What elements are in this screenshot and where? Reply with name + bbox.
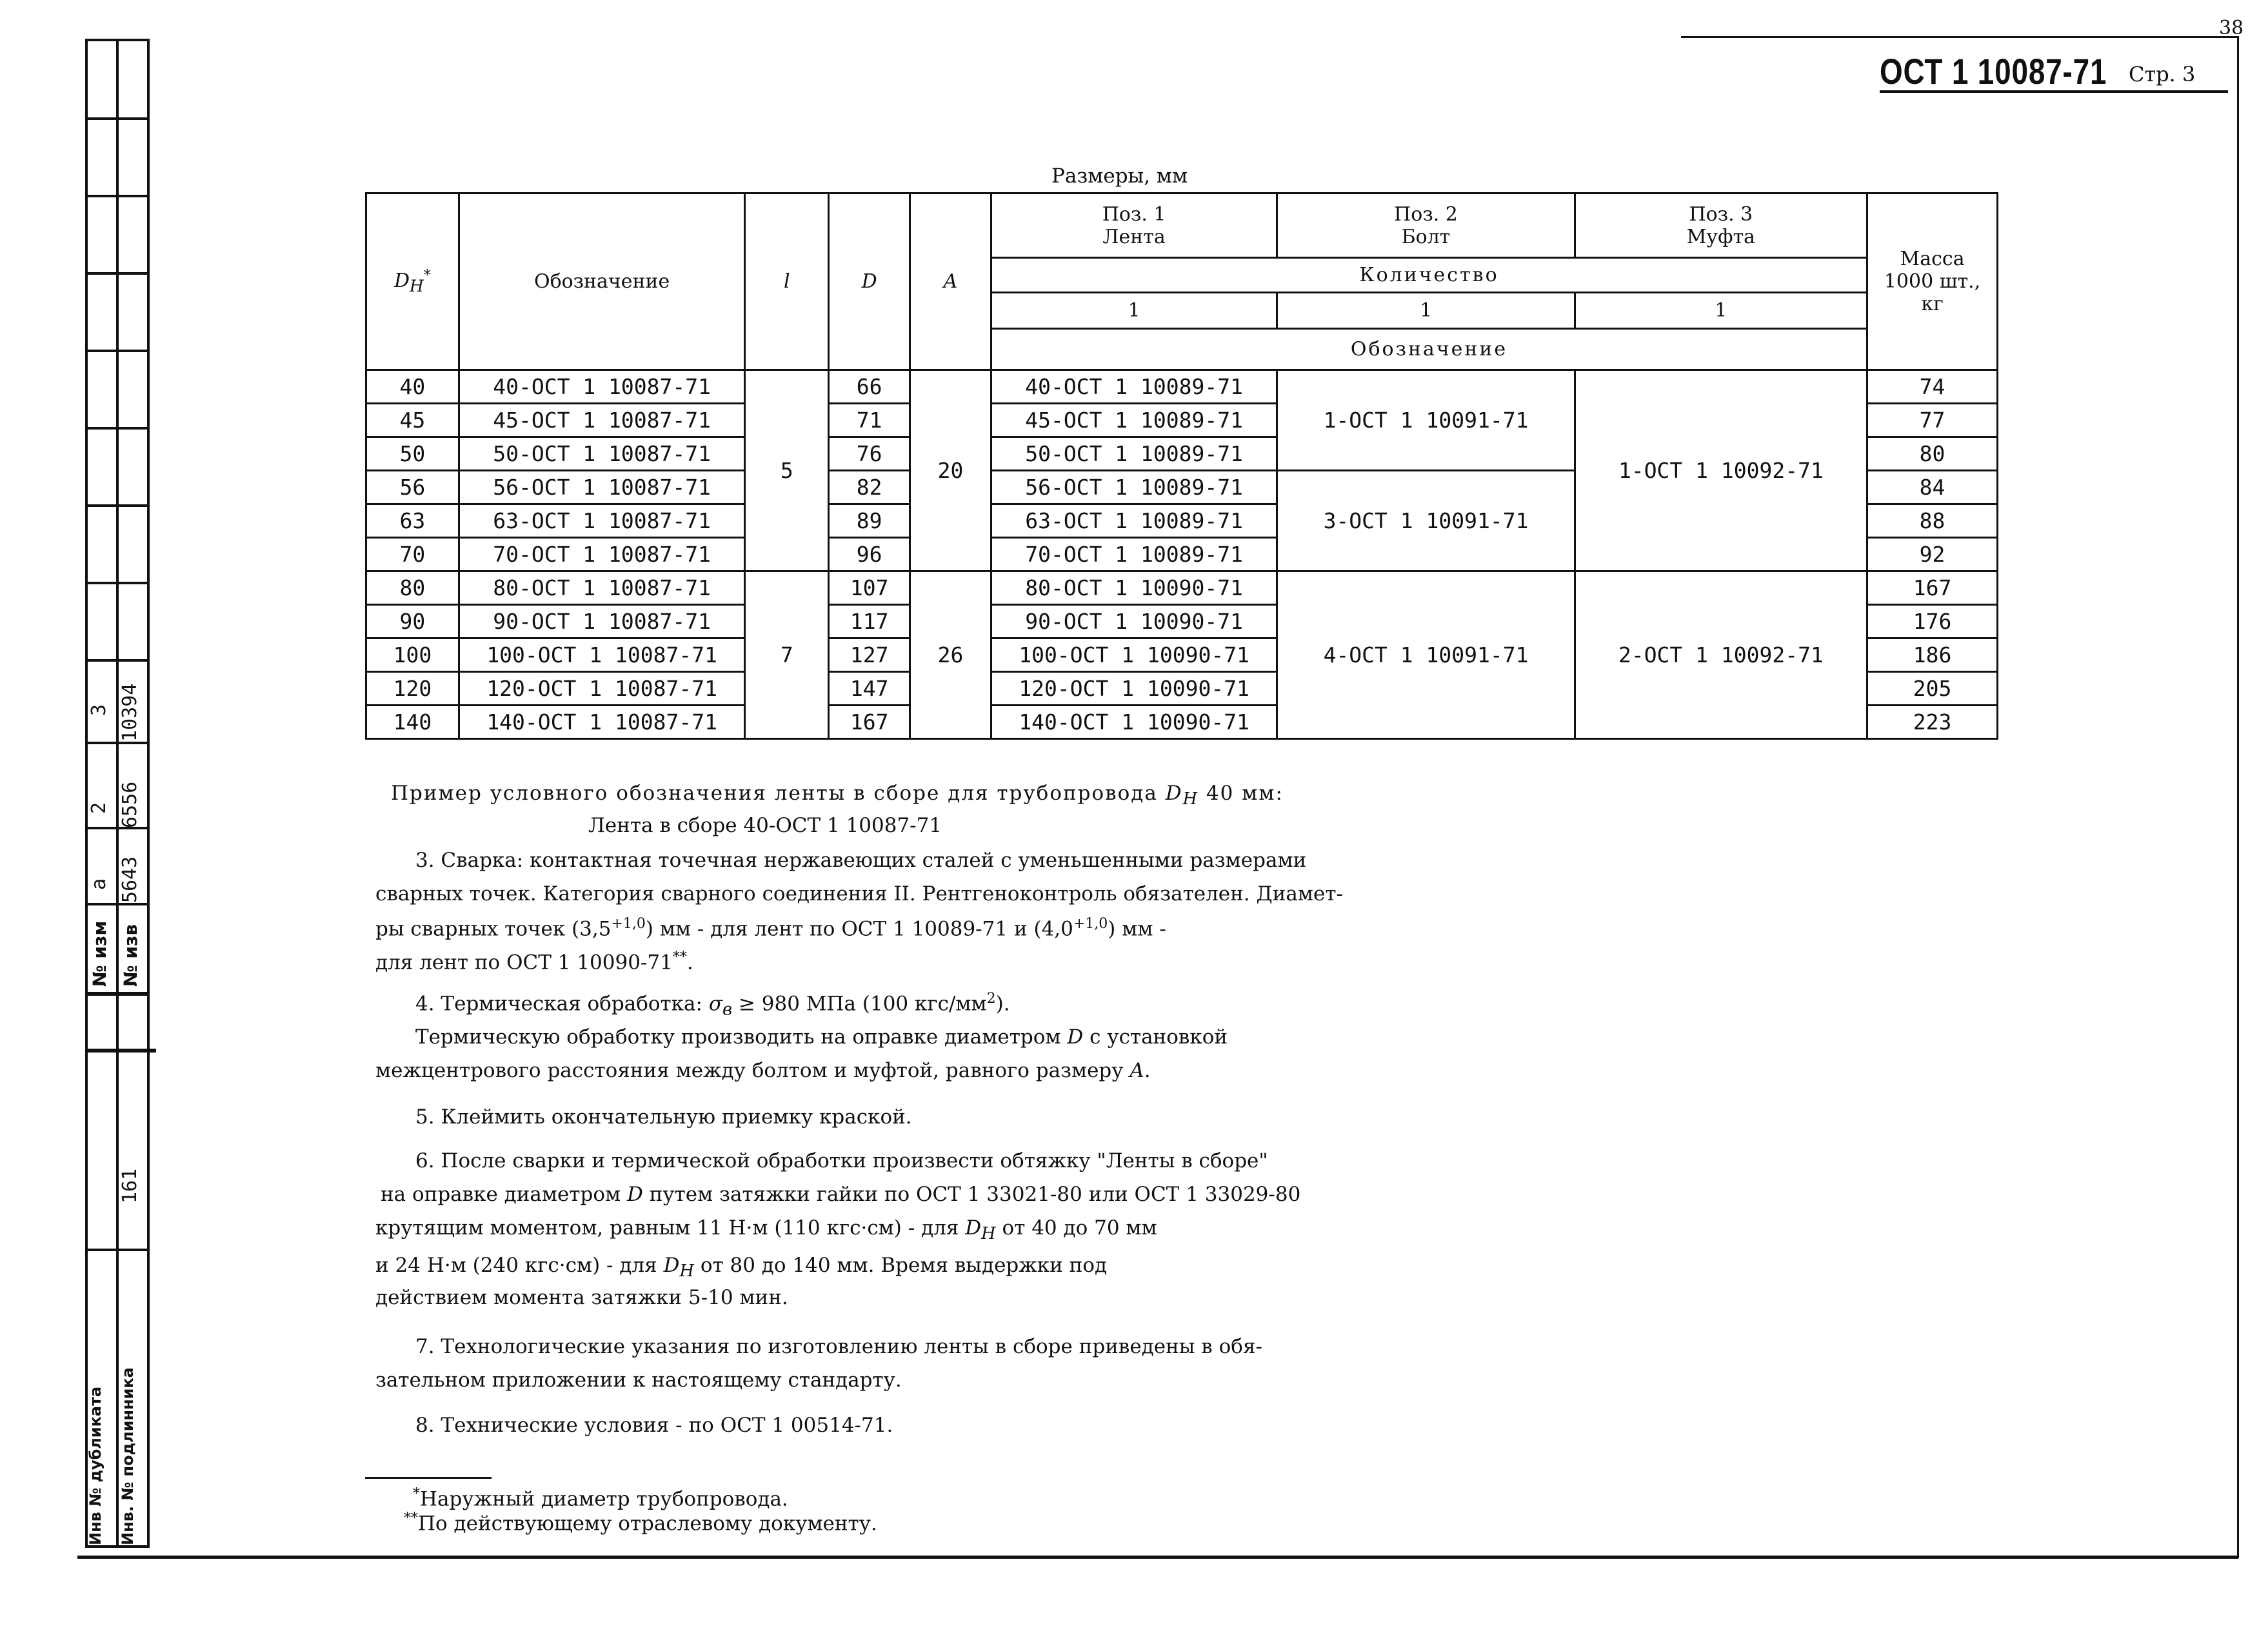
cell-designation: 90-ОСТ 1 10087-71 <box>459 605 745 638</box>
p3-line3: ры сварных точек $(3,5^{+1,0})$ мм - для лент по ОСТ 1 10089-71 и $(4,0^{+1,0})$ мм - <box>375 916 1166 941</box>
cell-dn: 45 <box>366 404 459 437</box>
bottom-frame-line <box>77 1556 2238 1559</box>
cell-mass: 223 <box>1867 706 1998 739</box>
table-row <box>366 571 1998 605</box>
stamp-label-dublikat: Инв № дубликата <box>86 1386 104 1545</box>
cell-d: 66 <box>829 370 910 404</box>
footnote-2: **По действующему отраслевому документу. <box>404 1510 877 1536</box>
p3-line2: сварных точек. Категория сварного соединения II. Рентгеноконтроль обязателен. Диамет- <box>375 882 1343 905</box>
cell-pos1: 100-ОСТ 1 10090-71 <box>991 638 1277 672</box>
p6-line1: 6. После сварки и термической обработки произвести обтяжку "Ленты в сборе" <box>415 1149 1268 1172</box>
cell-mass: 176 <box>1867 605 1998 638</box>
stamp-izm-2: 2 <box>88 802 110 814</box>
cell-dn: 140 <box>366 706 459 739</box>
table-caption: Размеры, мм <box>1051 164 1188 188</box>
p6-line5: действием момента затяжки 5-10 мин. <box>375 1286 788 1309</box>
header-pos2: Поз. 2 Болт <box>1277 193 1575 258</box>
cell-designation: 120-ОСТ 1 10087-71 <box>459 672 745 706</box>
cell-mass: 205 <box>1867 672 1998 706</box>
p6-line4: и 24 Н·м (240 кгс·см) - для $D_Н$ от 80 до 140 мм. Время выдержки под <box>375 1254 1108 1281</box>
dimensions-table <box>365 192 1998 740</box>
cell-dn: 56 <box>366 471 459 504</box>
example-line-2: Лента в сборе 40-ОСТ 1 10087-71 <box>588 814 942 837</box>
cell-d: 107 <box>829 571 910 605</box>
header-designation: Обозначение <box>459 193 745 370</box>
cell-d: 82 <box>829 471 910 504</box>
cell-pos2: 3-ОСТ 1 10091-71 <box>1277 471 1575 571</box>
p6-line3: крутящим моментом, равным 11 Н·м (110 кгс·см) - для $D_Н$ от 40 до 70 мм <box>375 1216 1157 1244</box>
p4-line1: 4. Термическая обработка: $\sigma_в \ge 980$ МПа (100 кгс/$мм^2$). <box>415 991 1010 1020</box>
p3-line1: 3. Сварка: контактная точечная нержавеющих сталей с уменьшенными размерами <box>415 849 1307 872</box>
table-row <box>366 370 1998 404</box>
cell-designation: 50-ОСТ 1 10087-71 <box>459 437 745 471</box>
cell-dn: 120 <box>366 672 459 706</box>
cell-pos2: 1-ОСТ 1 10091-71 <box>1277 370 1575 471</box>
cell-d: 127 <box>829 638 910 672</box>
stamp-izm-1: а <box>88 878 110 890</box>
stamp-label-podlinnik: Инв. № подлинника <box>119 1367 137 1545</box>
cell-pos1: 40-ОСТ 1 10089-71 <box>991 370 1277 404</box>
cell-d: 167 <box>829 706 910 739</box>
cell-designation: 56-ОСТ 1 10087-71 <box>459 471 745 504</box>
cell-pos1: 50-ОСТ 1 10089-71 <box>991 437 1277 471</box>
cell-d: 89 <box>829 504 910 538</box>
header-qty-1: 1 <box>991 293 1277 329</box>
cell-mass: 80 <box>1867 437 1998 471</box>
right-frame-line <box>2237 36 2239 1558</box>
cell-pos1: 90-ОСТ 1 10090-71 <box>991 605 1277 638</box>
cell-mass: 88 <box>1867 504 1998 538</box>
p7-line1: 7. Технологические указания по изготовлению ленты в сборе приведены в обя- <box>415 1335 1262 1358</box>
cell-d: 76 <box>829 437 910 471</box>
header-a: A <box>910 193 991 370</box>
cell-pos2: 4-ОСТ 1 10091-71 <box>1277 571 1575 739</box>
page-label: Стр. 3 <box>2129 62 2196 86</box>
cell-dn: 100 <box>366 638 459 672</box>
header-pos3: Поз. 3 Муфта <box>1575 193 1867 258</box>
cell-mass: 167 <box>1867 571 1998 605</box>
cell-pos1: 63-ОСТ 1 10089-71 <box>991 504 1277 538</box>
cell-mass: 84 <box>1867 471 1998 504</box>
cell-d: 96 <box>829 538 910 571</box>
stamp-label-izm: № изм <box>89 920 110 987</box>
cell-pos3: 1-ОСТ 1 10092-71 <box>1575 370 1867 571</box>
cell-pos1: 45-ОСТ 1 10089-71 <box>991 404 1277 437</box>
stamp-label-izv: № изв <box>120 924 141 987</box>
cell-dn: 70 <box>366 538 459 571</box>
cell-d: 71 <box>829 404 910 437</box>
p3-line4: для лент по ОСТ 1 10090-71**. <box>375 949 693 974</box>
header-oboz: Обозначение <box>991 329 1867 370</box>
p5: 5. Клеймить окончательную приемку краской. <box>415 1105 912 1129</box>
header-d: D <box>829 193 910 370</box>
cell-designation: 80-ОСТ 1 10087-71 <box>459 571 745 605</box>
p8: 8. Технические условия - по ОСТ 1 00514-71. <box>415 1414 893 1437</box>
cell-pos1: 140-ОСТ 1 10090-71 <box>991 706 1277 739</box>
stamp-izm-3: 3 <box>88 704 110 716</box>
cell-designation: 100-ОСТ 1 10087-71 <box>459 638 745 672</box>
stamp-izv-1: 5643 <box>119 856 141 903</box>
header-qty-3: 1 <box>1575 293 1867 329</box>
cell-a: 26 <box>910 571 991 739</box>
footnote-1: *Наружный диаметр трубопровода. <box>413 1486 788 1511</box>
cell-pos1: 70-ОСТ 1 10089-71 <box>991 538 1277 571</box>
header-qty-2: 1 <box>1277 293 1575 329</box>
cell-mass: 77 <box>1867 404 1998 437</box>
p6-line2: на оправке диаметром D путем затяжки гайки по ОСТ 1 33021-80 или ОСТ 1 33029-80 <box>381 1183 1301 1206</box>
cell-d: 147 <box>829 672 910 706</box>
header-pos1: Поз. 1 Лента <box>991 193 1277 258</box>
cell-mass: 186 <box>1867 638 1998 672</box>
cell-pos1: 120-ОСТ 1 10090-71 <box>991 672 1277 706</box>
cell-designation: 140-ОСТ 1 10087-71 <box>459 706 745 739</box>
cell-a: 20 <box>910 370 991 571</box>
header-dn: $D_Н^*$ <box>366 193 459 370</box>
stamp-izv-2: 6556 <box>119 781 141 828</box>
cell-designation: 70-ОСТ 1 10087-71 <box>459 538 745 571</box>
table-body <box>366 370 1998 739</box>
stamp-izv-3: 10394 <box>119 683 141 742</box>
cell-dn: 90 <box>366 605 459 638</box>
cell-dn: 40 <box>366 370 459 404</box>
header-mass: Масса 1000 шт., кг <box>1867 193 1998 370</box>
stamp-inv-number: 161 <box>119 1168 141 1203</box>
cell-d: 117 <box>829 605 910 638</box>
cell-designation: 45-ОСТ 1 10087-71 <box>459 404 745 437</box>
cell-dn: 50 <box>366 437 459 471</box>
cell-designation: 63-ОСТ 1 10087-71 <box>459 504 745 538</box>
cell-l: 5 <box>745 370 829 571</box>
top-frame-line <box>1681 36 2238 38</box>
cell-dn: 63 <box>366 504 459 538</box>
cell-l: 7 <box>745 571 829 739</box>
cell-dn: 80 <box>366 571 459 605</box>
cell-pos1: 56-ОСТ 1 10089-71 <box>991 471 1277 504</box>
footnote-rule <box>365 1477 492 1479</box>
cell-pos3: 2-ОСТ 1 10092-71 <box>1575 571 1867 739</box>
example-line-1: Пример условного обозначения ленты в сборе для трубопровода $D_Н$ 40 мм: <box>391 782 1284 809</box>
header-qty: Количество <box>991 258 1867 293</box>
header-l: l <box>745 193 829 370</box>
p4-line3: межцентрового расстояния между болтом и муфтой, равного размеру A. <box>375 1059 1151 1082</box>
p4-line2: Термическую обработку производить на оправке диаметром D с установкой <box>415 1025 1228 1049</box>
cell-pos1: 80-ОСТ 1 10090-71 <box>991 571 1277 605</box>
cell-mass: 92 <box>1867 538 1998 571</box>
page-number: 38 <box>2219 17 2244 39</box>
p7-line2: зательном приложении к настоящему стандарту. <box>375 1369 902 1392</box>
cell-mass: 74 <box>1867 370 1998 404</box>
cell-designation: 40-ОСТ 1 10087-71 <box>459 370 745 404</box>
document-code: ОСТ 1 10087-71 <box>1880 51 2107 92</box>
